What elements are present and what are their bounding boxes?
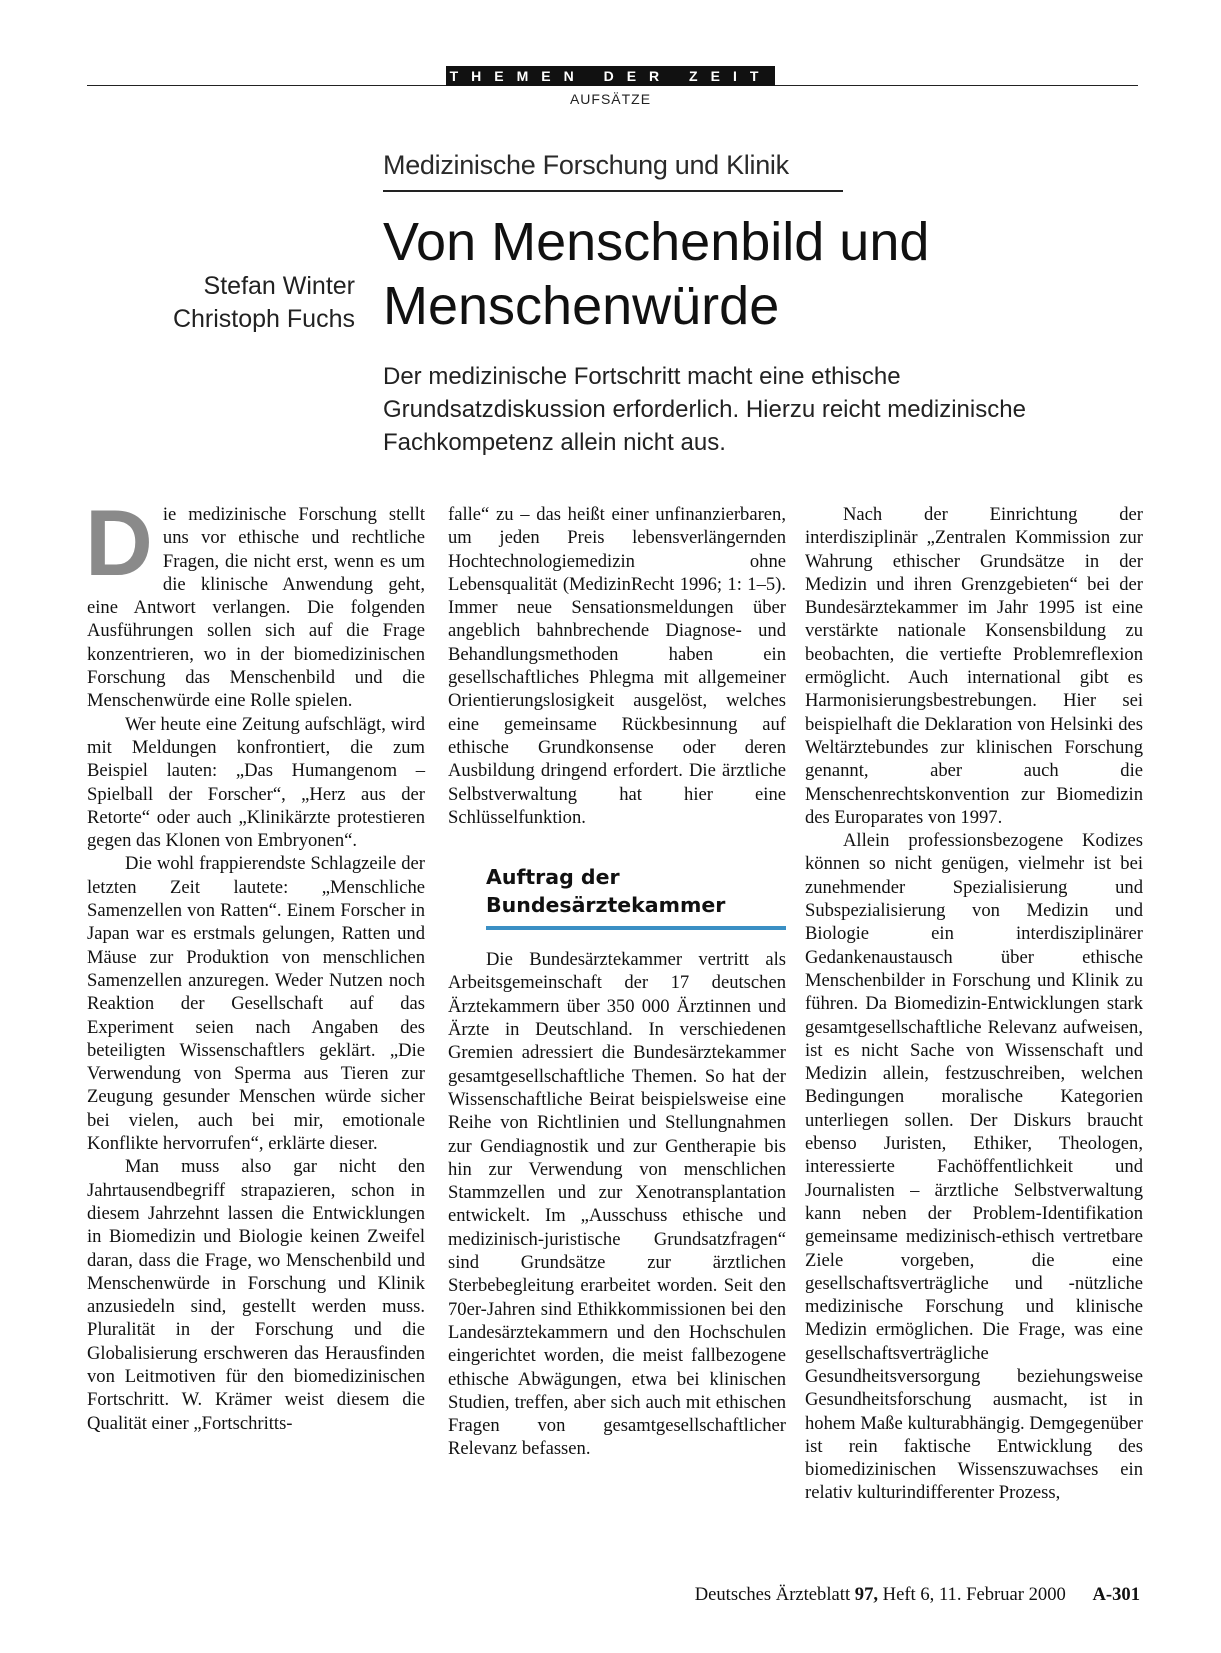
author-list	[90, 270, 355, 336]
paragraph: Man muss also gar nicht den Jahrtausendbegriff strapazieren, schon in diesem Jahrzehnt lassen die Entwicklungen in Biomedizin und Biologie keinen Zweifel daran, dass die Frage, wo Menschenbild und Menschenwürde in Forschung und Klinik anzusiedeln sind, gestellt werden muss. Pluralität in der Forschung und die Globalisierung erschweren das Herausfinden von Leitmotiven für den biomedizinischen Fortschritt. W. Krämer weist diesem die Qualität einer „Fortschritts-	[87, 1156, 425, 1434]
author-name: Christoph Fuchs	[172, 305, 355, 333]
journal-volume: 97,	[854, 1584, 879, 1605]
paragraph: falle“ zu – das heißt einer unfinanzierbaren, um jeden Preis lebensverlängernden Hochtechnologiemedizin ohne Lebensqualität (MedizinRecht 1996; 1: 1–5). Immer neue Sensationsmeldungen über angeblich bahnbrechende Diagnose- und Behandlungsmethoden haben ein gesellschaftliches Phlegma mit allgemeiner Orientierungslosigkeit ausgelöst, welches eine gemeinsame Rückbesinnung auf ethische Grundkonsense oder deren Ausbildung dringend erfordert. Die ärztliche Selbstverwaltung hat hier eine Schlüsselfunktion.	[448, 504, 786, 828]
title-line-1: Von Menschenbild und	[383, 212, 930, 272]
subheading-line: Auftrag der	[486, 865, 620, 890]
lead-line: Grundsatzdiskussion erforderlich. Hierzu reicht medizinische	[383, 396, 1026, 423]
paragraph: Die Bundesärztekammer vertritt als Arbeitsgemeinschaft der 17 deutschen Ärztekammern über 350 000 Ärztinnen und Ärzte in Deutschland. In verschiedenen Gremien adressiert die Bundesärztekammer gesamtgesellschaftliche Themen. So hat der Wissenschaftliche Beirat beispielsweise eine Reihe von Richtlinien und Stellungnahmen zur Gendiagnostik und zur Gentherapie bis hin zur Verwendung von menschlichen Stammzellen und zur Xenotransplantation entwickelt. Im „Ausschuss ethische und medizinisch-juristische Grundsatzfragen“ sind Grundsätze zur ärztlichen Sterbebegleitung erarbeitet worden. Seit den 70er-Jahren sind Ethikkommissionen bei den Landesärztekammern und den Hochschulen eingerichtet worden, die meist fallbezogene ethische Abwägungen, etwa bei klinischen Studien, treffen, aber sich auch mit ethischen Fragen von gesamtgesellschaftlicher Relevanz befassen.	[448, 949, 786, 1460]
page-footer	[600, 1584, 1140, 1606]
body-column-3	[805, 503, 1143, 1505]
journal-issue: Heft 6, 11. Februar 2000	[882, 1584, 1066, 1605]
article-kicker: Medizinische Forschung und Klinik	[383, 150, 789, 180]
paragraph: Wer heute eine Zeitung aufschlägt, wird mit Meldungen konfrontiert, die zum Beispiel lauten: „Das Humangenom – Spielball der Forscher“, „Herz aus der Retorte“ oder auch „Klinikärzte protestieren gegen das Klonen von Embryonen“.	[87, 713, 425, 852]
paragraph: Die wohl frappierendste Schlagzeile der letzten Zeit lautete: „Menschliche Samenzellen von Ratten“. Einem Forscher in Japan war es erstmals gelungen, Ratten und Mäuse zur Produktion von menschlichen Samenzellen anzuregen. Weder Nutzen noch Reaktion der Gesellschaft auf das Experiment seien nach Angaben des beteiligten Wissenschaftlers geklärt. „Die Verwendung von Sperma aus Tieren zur Zeugung gesunder Menschen würde sicher bei vielen, auch bei mir, emotionale Konflikte hervorrufen“, erklärte dieser.	[87, 853, 425, 1155]
subsection-label: AUFSÄTZE	[569, 91, 652, 107]
body-column-2	[448, 503, 786, 1461]
subheading-rule	[486, 926, 786, 930]
subheading-block	[448, 863, 786, 930]
paragraph-text: ie medizinische Forschung stellt uns vor ethische und rechtliche Fragen, die nicht erst, wenn es um die klinische Anwendung geht, eine Antwort verlangen. Die folgenden Ausführungen sollen sich auf die Frage konzentrieren, wo in der biomedizinischen Forschung das Menschenbild und die Menschenwürde eine Rolle spielen.	[87, 504, 425, 712]
journal-name: Deutsches Ärzteblatt	[694, 1584, 851, 1605]
article-title	[383, 210, 1163, 338]
page-number: A-301	[1092, 1584, 1140, 1605]
section-label: THEMEN DER ZEIT	[446, 66, 775, 86]
author-name: Stefan Winter	[203, 272, 355, 300]
lead-line: Fachkompetenz allein nicht aus.	[383, 429, 726, 456]
paragraph: Nach der Einrichtung der interdisziplinär „Zentralen Kommission zur Wahrung ethischer Grundsätze in der Medizin und ihren Grenzgebieten“ bei der Bundesärztekammer im Jahr 1995 ist eine verstärkte nationale Konsensbildung zu beobachten, die vertiefte Problemreflexion ermöglicht. Auch international gibt es Harmonisierungsbestrebungen. Hier sei beispielhaft die Deklaration von Helsinki des Weltärztebundes zur klinischen Forschung genannt, aber auch die Menschenrechtskonvention zur Biomedizin des Europarates von 1997.	[805, 504, 1143, 828]
body-column-1	[85, 490, 425, 1435]
title-line-2: Menschenwürde	[383, 276, 780, 336]
paragraph: Allein professionsbezogene Kodizes können so nicht genügen, vielmehr ist bei zunehmender Spezialisierung und Subspezialisierung von Medizin und Biologie ein interdisziplinärer Gedankenaustausch über ethische Menschenbilder in Forschung und Klinik zu führen. Da Biomedizin-Entwicklungen stark gesamtgesellschaftliche Relevanz aufweisen, ist es nicht Sache von Wissenschaft und Medizin allein, festzuschreiben, welchen Bedingungen moralische Kategorien unterliegen sollen. Der Diskurs braucht ebenso Juristen, Ethiker, Theologen, interessierte Fachöffentlichkeit und Journalisten – ärztliche Selbstverwaltung kann neben der Problem-Identifikation gemeinsame medizinisch-ethisch vertretbare Ziele vorgeben, die eine gesellschaftsverträgliche und -nützliche medizinische Forschung und klinische Medizin ermöglichen. Die Frage, was eine gesellschaftsverträgliche Gesundheitsversorgung beziehungsweise Gesundheitsforschung ausmacht, ist in hohem Maße kulturabhängig. Demgegenüber ist rein faktische Entwicklung des biomedizinischen Wissenszuwachses ein relativ kulturindifferenter Prozess,	[805, 830, 1143, 1504]
drop-cap: D	[85, 490, 153, 595]
subheading-line: Bundesärztekammer	[486, 893, 726, 918]
lead-line: Der medizinische Fortschritt macht eine ethische	[383, 363, 901, 390]
subheading	[486, 863, 786, 919]
kicker-underline	[383, 190, 843, 192]
article-lead	[383, 360, 1183, 459]
paragraph	[85, 490, 425, 713]
